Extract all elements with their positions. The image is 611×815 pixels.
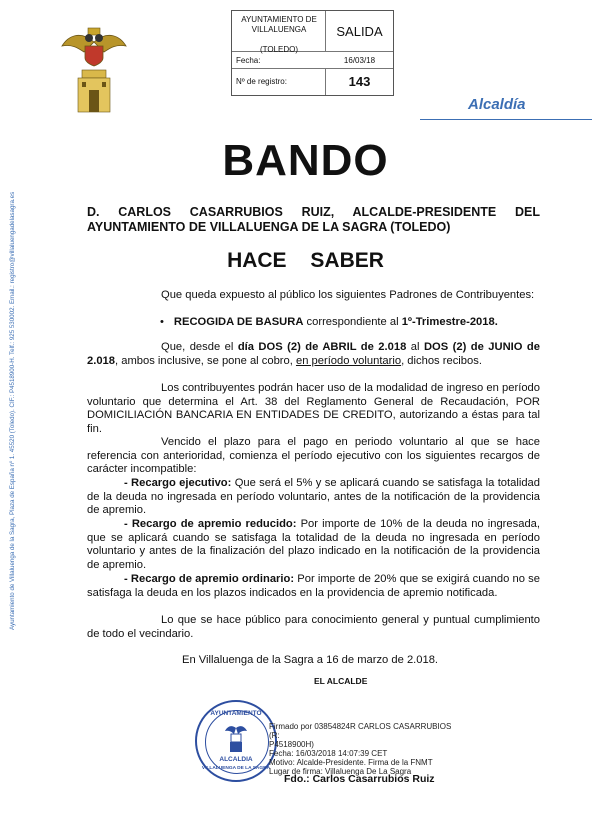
p2-b: día DOS (2) de ABRIL de 2.018 bbox=[237, 341, 407, 353]
seal-crest-icon bbox=[224, 724, 248, 754]
bullet-item bbox=[160, 316, 540, 330]
p2-e: , ambos inclusive, se pone al cobro, bbox=[115, 354, 296, 367]
digital-signature-block bbox=[269, 722, 464, 776]
surcharge-ordinary-text: Por importe de 20% que se exigirá cuando no se satisfaga la deuda en los plazos indicados en la providencia de apremio notificada. bbox=[87, 573, 540, 599]
surcharge-executive-label: - Recargo ejecutivo: bbox=[124, 477, 232, 489]
surcharge-executive bbox=[87, 477, 540, 518]
announcement-heading: HACE SABER bbox=[227, 249, 384, 272]
surcharge-ordinary-label: - Recargo de apremio ordinario: bbox=[124, 573, 295, 585]
bullet-normal: correspondiente al bbox=[303, 316, 402, 328]
surcharge-reduced-label: - Recargo de apremio reducido: bbox=[124, 518, 297, 530]
registry-org-line2: (TOLEDO) bbox=[259, 45, 299, 54]
p2-a: Que, desde el bbox=[161, 341, 238, 353]
header-rule bbox=[420, 119, 592, 120]
registry-number-value: 143 bbox=[348, 74, 371, 89]
digital-signature-line: Firmado por 03854824R CARLOS CASARRUBIOS (R: bbox=[269, 722, 452, 740]
collection-period-paragraph bbox=[87, 341, 540, 368]
closing-paragraph: Lo que se hace público para conocimiento general y puntual cumplimiento de todo el vecindario. bbox=[87, 614, 540, 640]
seal-center-text: ALCALDIA bbox=[219, 756, 253, 763]
digital-signature-line: P4518900H) bbox=[269, 740, 314, 749]
side-address-text: Ayuntamiento de Villaluenga de la Sagra, Plaza de España nº 1. 45520 (Toledo). CIF.: P4518900-H. Telf.: 925 530002. Email.: registro@villaluengadelasagra.es bbox=[9, 191, 16, 630]
digital-signature-line: Fecha: 16/03/2018 14:07:39 CET bbox=[269, 749, 388, 758]
registry-number-label: Nº de registro: bbox=[236, 77, 287, 86]
signed-by: Fdo.: Carlos Casarrubios Ruiz bbox=[284, 773, 435, 785]
surcharges-intro-paragraph: Vencido el plazo para el pago en periodo voluntario al que se hace referencia con anterioridad, comienza el período ejecutivo con los siguientes recargos de carácter incompatible: bbox=[87, 436, 540, 476]
digital-signature-line: Lugar de firma: Villaluenga De La Sagra bbox=[269, 767, 412, 776]
p2-c: al bbox=[406, 341, 424, 353]
p2-d: DOS (2) de JUNIO de 2.018 bbox=[87, 341, 540, 367]
bullet-dot: • bbox=[160, 316, 164, 328]
intro-paragraph bbox=[87, 289, 540, 303]
bullet-bold: RECOGIDA DE BASURA bbox=[173, 316, 304, 328]
place-date: En Villaluenga de la Sagra a 16 de marzo de 2.018. bbox=[182, 654, 439, 666]
p2-f: en período voluntario bbox=[295, 354, 402, 367]
surcharge-ordinary bbox=[87, 573, 540, 600]
official-seal bbox=[195, 700, 277, 782]
registry-type: SALIDA bbox=[336, 24, 383, 39]
surcharge-executive-text: Que será el 5% y se aplicará cuando se satisfaga la totalidad de la deuda no ingresada en período voluntario, antes de la notificación de la providencia de apremio. bbox=[87, 477, 540, 517]
registry-date-label: Fecha: bbox=[236, 56, 261, 65]
registry-org-line1: AYUNTAMIENTO DE VILLALUENGA bbox=[241, 15, 317, 34]
registry-date-value: 16/03/18 bbox=[343, 56, 376, 65]
surcharge-reduced-text: Por importe de 10% de la deuda no ingresada, que se aplicará cuando se satisfaga la totalidad de la deuda no ingresada en período voluntario y antes de la finalización del plazo indicado en la notificación de la providencia de apremio. bbox=[87, 518, 540, 571]
digital-signature-line: Motivo: Alcalde-Presidente. Firma de la FNMT bbox=[269, 758, 433, 767]
document-title: BANDO bbox=[222, 136, 389, 185]
intro-text: Que queda expuesto al público los siguientes Padrones de Contribuyentes: bbox=[161, 289, 535, 301]
issuer-line: D. CARLOS CASARRUBIOS RUIZ, ALCALDE-PRESIDENTE DEL AYUNTAMIENTO DE VILLALUENGA DE LA SAGRA (TOLEDO) bbox=[87, 205, 540, 234]
p2-g: , dichos recibos. bbox=[401, 354, 482, 367]
seal-top-text: AYUNTAMIENTO bbox=[210, 710, 262, 717]
bullet-end: 1º-Trimestre-2018. bbox=[401, 316, 498, 328]
registry-org bbox=[234, 15, 324, 55]
seal-bottom-text: VILLALUENGA DE LA SAGRA bbox=[201, 766, 271, 771]
coat-of-arms-icon bbox=[58, 22, 130, 114]
direct-debit-paragraph: Los contribuyentes podrán hacer uso de la modalidad de ingreso en período voluntario que determina el Art. 38 del Reglamento General de Recaudación, POR DOMICILIACIÓN BANCARIA EN ENTIDADES DE CREDITO, autorizando a éstas para tal fin. bbox=[87, 382, 540, 435]
surcharge-reduced bbox=[87, 518, 540, 572]
signer-role: EL ALCALDE bbox=[314, 676, 368, 686]
office-label: Alcaldía bbox=[468, 96, 526, 113]
registry-stamp bbox=[231, 10, 394, 96]
